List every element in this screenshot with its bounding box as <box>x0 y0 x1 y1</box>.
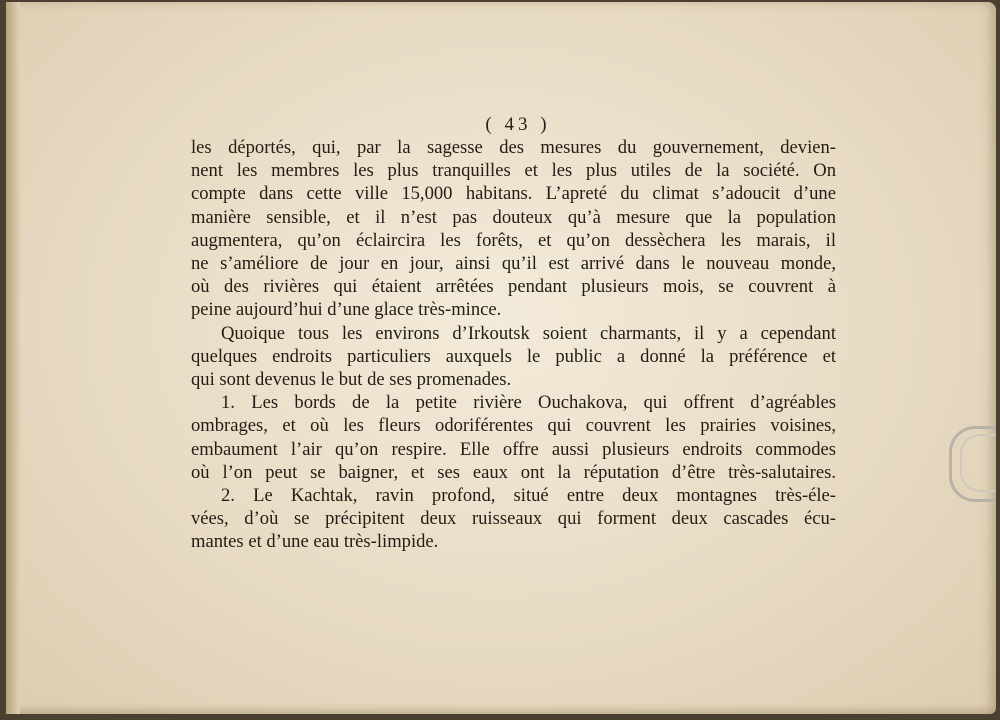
text-line: quelques endroits particuliers auxquels le public a donné la préférence et <box>191 345 836 367</box>
book-page <box>6 2 996 714</box>
text-line: 1. Les bords de la petite rivière Ouchakova, qui offrent d’agréables <box>221 392 836 414</box>
text-line: compte dans cette ville 15,000 habitans. L’apreté du climat s’adoucit d’une <box>191 183 836 205</box>
text-line: qui sont devenus le but de ses promenades. <box>191 369 512 391</box>
text-line: embaument l’air qu’on respire. Elle offre aussi plusieurs endroits commodes <box>191 438 836 460</box>
text-line: les déportés, qui, par la sagesse des mesures du gouvernement, devien- <box>191 137 836 158</box>
text-line: ne s’améliore de jour en jour, ainsi qu’il est arrivé dans le nouveau monde, <box>191 253 836 275</box>
paper-clip-inner <box>960 434 996 492</box>
text-line: peine aujourd’hui d’une glace très-mince. <box>191 299 502 321</box>
text-line: 2. Le Kachtak, ravin profond, situé entre deux montagnes très-éle- <box>221 485 836 507</box>
text-line: manière sensible, et il n’est pas douteux qu’à mesure que la population <box>191 206 836 228</box>
book-spine <box>6 2 20 714</box>
text-line: où des rivières qui étaient arrêtées pendant plusieurs mois, se couvrent à <box>191 276 836 298</box>
text-line: nent les membres les plus tranquilles et les plus utiles de la société. On <box>191 160 836 182</box>
text-line: mantes et d’une eau très-limpide. <box>191 531 439 553</box>
text-line: augmentera, qu’on éclaircira les forêts, et qu’on dessèchera les marais, il <box>191 229 836 251</box>
body-text <box>191 136 836 554</box>
text-line: Quoique tous les environs d’Irkoutsk soient charmants, il y a cependant <box>221 322 836 344</box>
text-line: vées, d’où se précipitent deux ruisseaux qui forment deux cascades écu- <box>191 508 836 530</box>
page-number: ( 43 ) <box>485 114 551 135</box>
text-line: ombrages, et où les fleurs odoriférentes qui couvrent les prairies voisines, <box>191 415 836 437</box>
text-line: où l’on peut se baigner, et ses eaux ont la réputation d’être très-salutaires. <box>191 461 836 483</box>
